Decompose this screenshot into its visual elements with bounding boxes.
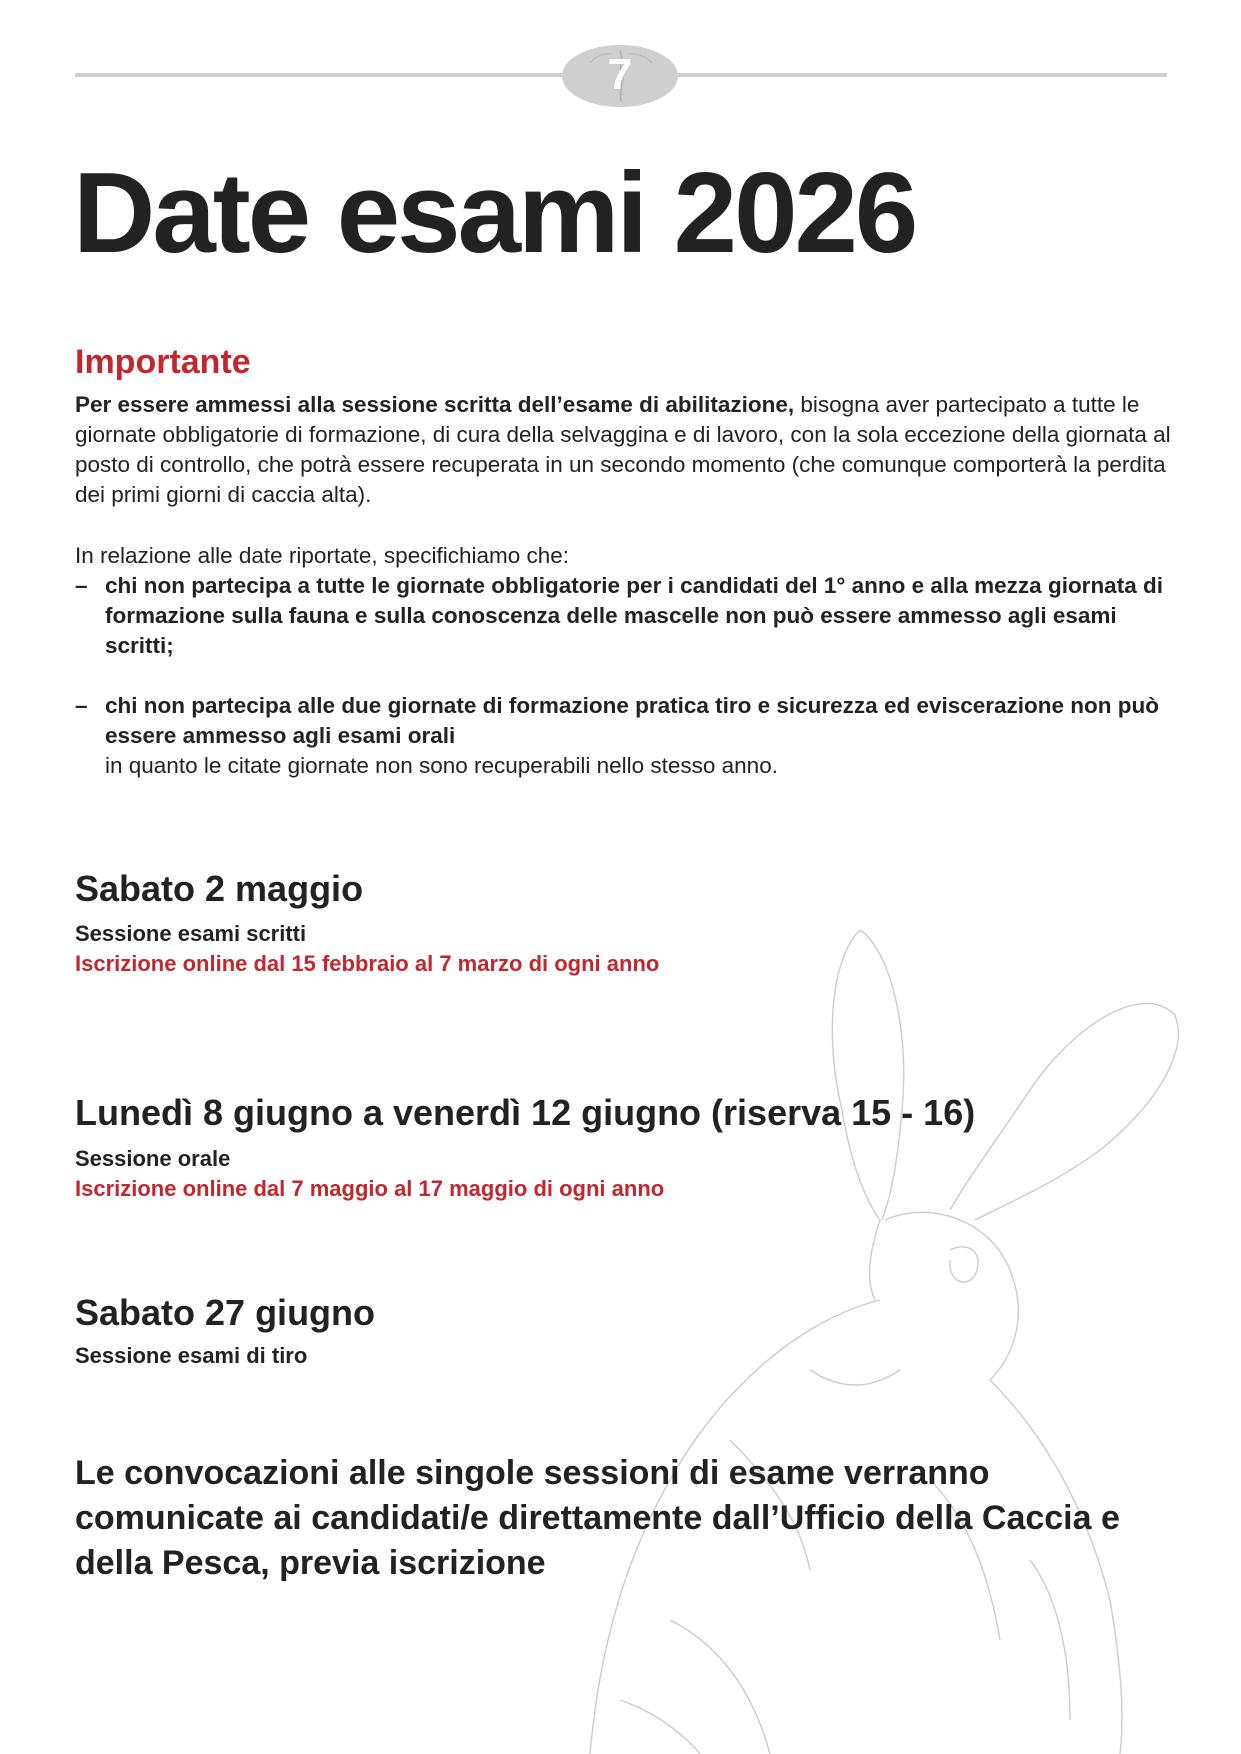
- specifics-item-text: chi non partecipa a tutte le giornate obbligatorie per i candidati del 1° anno e alla mezza giornata di formazione sulla fauna e sulla conoscenza delle mascelle non può essere ammesso agli esami scritti;: [105, 573, 1163, 658]
- date-session-shooting: Sessione esami di tiro: [75, 1343, 308, 1368]
- date-heading-shooting: Sabato 27 giugno: [75, 1292, 376, 1333]
- date-registration-oral: Iscrizione online dal 7 maggio al 17 maggio di ogni anno: [75, 1176, 665, 1201]
- specifics-item-note: in quanto le citate giornate non sono recuperabili nello stesso anno.: [105, 753, 778, 778]
- closing-statement: Le convocazioni alle singole sessioni di esame verranno comunicate ai candidati/e direttamente dall’Ufficio della Caccia e della Pesca, previa iscrizione: [75, 1454, 1120, 1582]
- bullet-dash: –: [75, 573, 88, 598]
- page-number-badge: [562, 45, 678, 107]
- specifics-item-text: chi non partecipa alle due giornate di formazione pratica tiro e sicurezza ed eviscerazione non può essere ammesso agli esami orali: [105, 693, 1160, 748]
- hare-illustration: [470, 920, 1210, 1754]
- important-heading: Importante: [75, 343, 251, 381]
- page-title: Date esami 2026: [73, 150, 916, 277]
- date-session-oral: Sessione orale: [75, 1146, 231, 1171]
- bullet-dash: –: [75, 693, 88, 718]
- date-session-written: Sessione esami scritti: [75, 921, 307, 946]
- date-heading-written: Sabato 2 maggio: [75, 868, 364, 909]
- important-paragraph: [75, 390, 1185, 510]
- important-text: bisogna aver partecipato a tutte le giornate obbligatorie di formazione, di cura della selvaggina e di lavoro, con la sola eccezione della giornata al posto di controllo, che potrà essere recuperata in un secondo momento (che comunque comporterà la perdita dei primi giorni di caccia alta).: [75, 392, 1171, 507]
- header-rule-right: [677, 73, 1167, 77]
- page-number: 7: [607, 50, 633, 99]
- important-bold-lead: Per essere ammessi alla sessione scritta dell’esame di abilitazione,: [75, 392, 795, 417]
- date-registration-written: Iscrizione online dal 15 febbraio al 7 marzo di ogni anno: [75, 951, 660, 976]
- specifics-item-oral: [75, 691, 1185, 781]
- header-rule-left: [75, 73, 563, 77]
- specifics-item-written: [75, 571, 1185, 661]
- specifics-intro: In relazione alle date riportate, specifichiamo che:: [75, 543, 570, 568]
- date-heading-oral: Lunedì 8 giugno a venerdì 12 giugno (riserva 15 - 16): [75, 1092, 976, 1133]
